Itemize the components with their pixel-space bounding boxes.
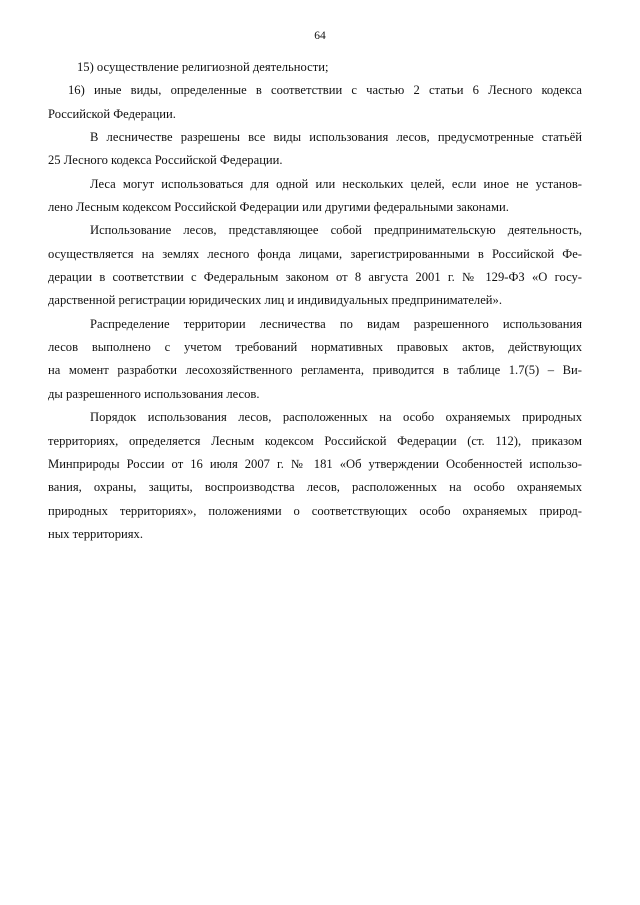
text-line: дерации в соответствии с Федеральным законом от 8 августа 2001 г. № 129-ФЗ «О госу- — [48, 270, 582, 285]
text-line: территориях, определяется Лесным кодексом Российской Федерации (ст. 112), приказом — [48, 433, 582, 448]
list-item-15 — [48, 56, 582, 79]
text-line: дарственной регистрации юридических лиц и индивидуальных предпринимателей». — [48, 293, 502, 308]
text-line: Российской Федерации. — [48, 106, 176, 121]
text-line: 25 Лесного кодекса Российской Федерации. — [48, 153, 283, 168]
text-line: осуществляется на землях лесного фонда лицами, зарегистрированными в Российской Фе- — [48, 246, 582, 261]
text-line: вания, охраны, защиты, воспроизводства лесов, расположенных на особо охраняемых — [48, 480, 582, 495]
paragraph-distribution — [48, 313, 582, 406]
text-line: природных территориях», положениями о соответствующих особо охраняемых природ- — [48, 503, 582, 518]
text-line: 15) осуществление религиозной деятельности; — [77, 60, 329, 74]
text-line: ных территориях. — [48, 526, 143, 541]
text-line: лесов выполнено с учетом требований нормативных правовых актов, действующих — [48, 340, 582, 355]
text-line: Минприроды России от 16 июля 2007 г. № 181 «Об утверждении Особенностей использо- — [48, 456, 582, 471]
list-item-16 — [48, 79, 582, 126]
text-line: лено Лесным кодексом Российской Федерации или другими федеральными законами. — [48, 200, 509, 215]
text-line: Порядок использования лесов, расположенных на особо охраняемых природных — [90, 410, 582, 425]
paragraph-business-use — [48, 219, 582, 312]
document-body — [48, 56, 582, 546]
page-number: 64 — [314, 30, 326, 42]
text-line: на момент разработки лесохозяйственного регламента, приводится в таблице 1.7(5) – Ви- — [48, 363, 582, 378]
text-line: ды разрешенного использования лесов. — [48, 386, 260, 401]
text-line: Использование лесов, представляющее собой предпринимательскую деятельность, — [90, 223, 582, 238]
text-line: Леса могут использоваться для одной или нескольких целей, если иное не установ- — [90, 176, 582, 191]
paragraph-forest-uses — [48, 126, 582, 173]
text-line: 16) иные виды, определенные в соответствии с частью 2 статьи 6 Лесного кодекса — [68, 83, 582, 98]
text-line: Распределение территории лесничества по видам разрешенного использования — [90, 316, 582, 331]
text-line: В лесничестве разрешены все виды использования лесов, предусмотренные статьёй — [90, 130, 582, 145]
paragraph-purposes — [48, 173, 582, 220]
paragraph-protected-areas — [48, 406, 582, 546]
